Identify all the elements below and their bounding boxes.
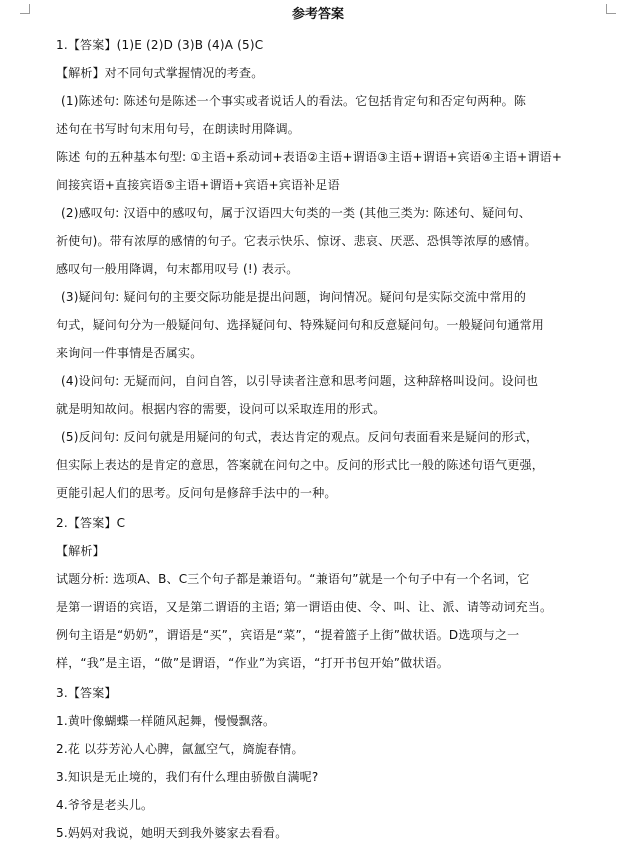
q3-item: 4.爷爷是老头儿。 (56, 798, 154, 812)
q2-line: 样，“我”是主语，“做”是谓语，“作业”为宾语，“打开书包开始”做状语。 (56, 656, 449, 670)
q3-item: 2.花 以芬芳沁人心脾，氤氲空气，旖旎春情。 (56, 742, 304, 756)
q2-line: 试题分析: 选项A、B、C三个句子都是兼语句。“兼语句”就是一个句子中有一个名词，它 (56, 572, 530, 586)
q1-answer: 1.【答案】(1)E (2)D (3)B (4)A (5)C (56, 38, 264, 52)
q3-item: 3.知识是无止境的，我们有什么理由骄傲自满呢? (56, 770, 319, 784)
q1-line: (4)设问句: 无疑而问，自问自答，以引导读者注意和思考问题，这种辞格叫设问。设问也 (61, 374, 539, 388)
q3-answer: 3.【答案】 (56, 686, 117, 700)
q1-line: (5)反问句: 反问句就是用疑问的句式，表达肯定的观点。反问句表面看来是疑问的形式， (61, 430, 539, 444)
page-title: 参考答案 (291, 7, 344, 22)
q2-answer: 2.【答案】C (56, 516, 126, 530)
q1-line: 陈述 句的五种基本句型: ①主语+系动词+表语②主语+谓语③主语+谓语+宾语④主语+谓语+ (56, 150, 563, 164)
q2-line: 是第一谓语的宾语，又是第二谓语的主语; 第一谓语由使、令、叫、让、派、请等动词充当。 (56, 600, 553, 614)
q1-line: 感叹句一般用降调，句末都用叹号 (!) 表示。 (56, 262, 299, 276)
q3-item: 5.妈妈对我说，她明天到我外婆家去看看。 (56, 826, 288, 840)
q2-line: 例句主语是“奶奶”，谓语是“买”，宾语是“菜”，“提着篮子上街”做状语。D选项与之一 (56, 628, 520, 642)
q1-line: 但实际上表达的是肯定的意思，答案就在问句之中。反问的形式比一般的陈述句语气更强， (56, 458, 545, 472)
q1-line: (1)陈述句: 陈述句是陈述一个事实或者说话人的看法。它包括肯定句和否定句两种。陈 (61, 94, 527, 108)
q1-line: 祈使句)。带有浓厚的感情的句子。它表示快乐、惊讶、悲哀、厌恶、恐惧等浓厚的感情。 (56, 234, 537, 248)
q1-line: 述句在书写时句末用句号，在朗读时用降调。 (56, 122, 301, 136)
q1-line: 来询问一件事情是否属实。 (56, 346, 203, 360)
q1-line: 句式，疑问句分为一般疑问句、选择疑问句、特殊疑问句和反意疑问句。一般疑问句通常用 (56, 318, 545, 332)
q1-analysis-header: 【解析】对不同句式掌握情况的考查。 (56, 66, 264, 80)
q2-analysis-header: 【解析】 (56, 544, 105, 558)
q1-line: (2)感叹句: 汉语中的感叹句，属于汉语四大句类的一类 (其他三类为: 陈述句、疑问句、 (61, 206, 532, 220)
q3-item: 1.黄叶像蝴蝶一样随风起舞，慢慢飘落。 (56, 714, 276, 728)
q1-line: 更能引起人们的思考。反问句是修辞手法中的一种。 (56, 486, 337, 500)
q1-line: 就是明知故问。根据内容的需要，设问可以采取连用的形式。 (56, 402, 386, 416)
q1-line: 间接宾语+直接宾语⑤主语+谓语+宾语+宾语补足语 (56, 178, 340, 192)
q1-line: (3)疑问句: 疑问句的主要交际功能是提出问题，询问情况。疑问句是实际交流中常用的 (61, 290, 527, 304)
